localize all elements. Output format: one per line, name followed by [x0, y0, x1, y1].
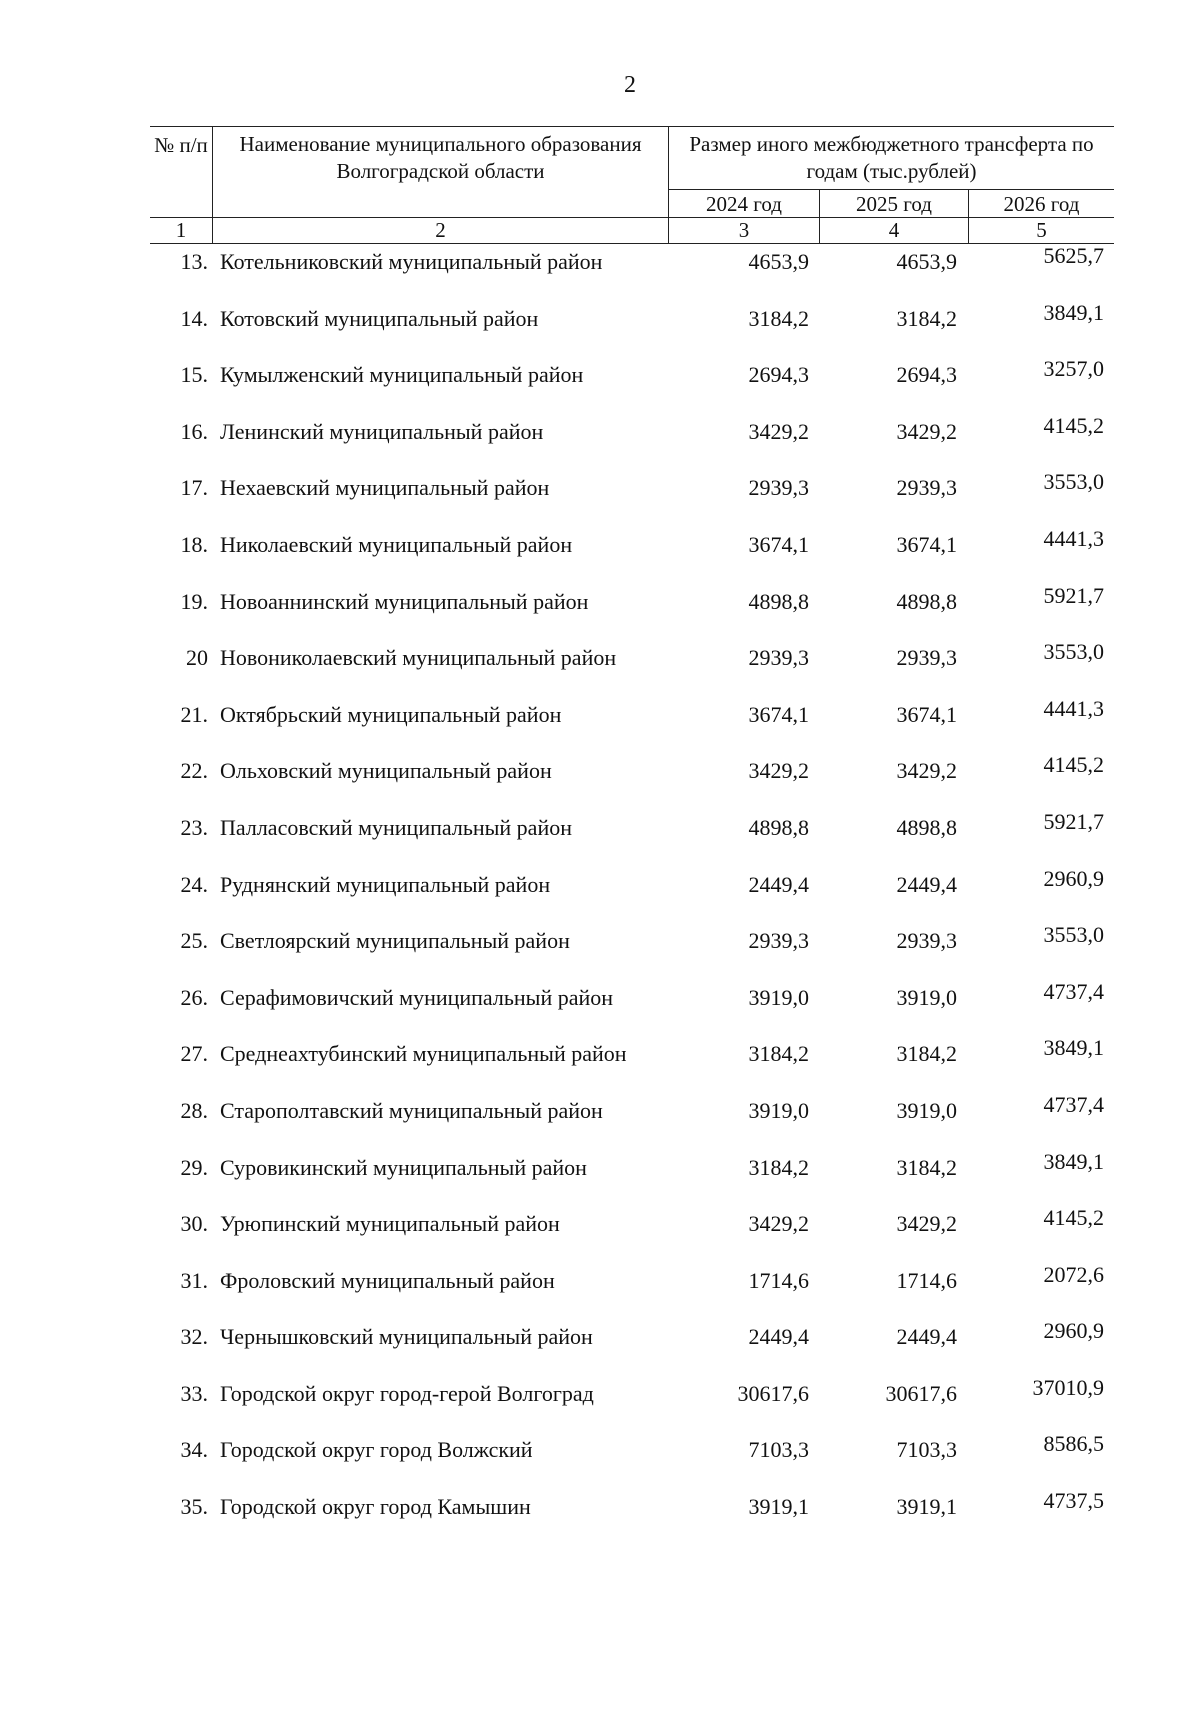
- row-value-2026: 4737,4: [1043, 978, 1104, 1004]
- column-number-5: 5: [1036, 218, 1047, 242]
- row-value-2025: 3919,0: [896, 984, 957, 1010]
- row-value-2024: 2694,3: [748, 362, 809, 388]
- row-value-2025: 30617,6: [885, 1380, 957, 1406]
- table-row: [150, 752, 1114, 815]
- table-row: [150, 582, 1114, 646]
- table-row: [150, 922, 1114, 985]
- row-number: 32.: [180, 1324, 208, 1350]
- row-value-2026: 5921,7: [1043, 808, 1104, 834]
- table-row: [150, 469, 1114, 532]
- row-value-2026: 37010,9: [1032, 1374, 1104, 1400]
- row-value-2025: 3674,1: [896, 531, 957, 557]
- row-value-2026: 4441,3: [1043, 695, 1104, 721]
- row-value-2026: 3849,1: [1043, 1035, 1104, 1061]
- row-number: 30.: [180, 1211, 208, 1237]
- row-value-2025: 3429,2: [896, 1211, 957, 1237]
- row-value-2024: 2939,3: [748, 928, 809, 954]
- table-row: [150, 356, 1114, 419]
- table-row: [150, 1205, 1114, 1268]
- row-number: 13.: [180, 249, 208, 274]
- row-municipality-name: Октябрьский муниципальный район: [220, 701, 562, 727]
- table-row: [150, 1318, 1114, 1381]
- row-value-2025: 7103,3: [896, 1437, 957, 1463]
- row-number: 16.: [180, 418, 208, 444]
- row-value-2025: 3674,1: [896, 701, 957, 727]
- column-number-1: 1: [150, 218, 213, 243]
- header-year-2025: 2025 год: [820, 190, 969, 218]
- row-value-2026: 4145,2: [1043, 752, 1104, 778]
- row-municipality-name: Городской округ город Волжский: [220, 1437, 533, 1463]
- row-number: 24.: [180, 871, 208, 897]
- table-row: [150, 299, 1114, 363]
- row-value-2024: 4898,8: [748, 588, 809, 614]
- row-value-2026: 4441,3: [1043, 525, 1104, 551]
- page-number: 2: [624, 72, 636, 98]
- row-municipality-name: Палласовский муниципальный район: [220, 814, 572, 840]
- row-number: 31.: [180, 1267, 208, 1293]
- row-municipality-name: Нехаевский муниципальный район: [220, 475, 550, 501]
- row-value-2024: 3919,0: [748, 1097, 809, 1123]
- row-number: 33.: [180, 1380, 208, 1406]
- row-municipality-name: Фроловский муниципальный район: [220, 1267, 555, 1293]
- row-value-2024: 4898,8: [748, 814, 809, 840]
- row-value-2025: 3184,2: [896, 1041, 957, 1067]
- row-value-2026: 4145,2: [1043, 412, 1104, 438]
- header-size-column: Размер иного межбюджетного трансферта по годам (тыс.рублей): [689, 132, 1094, 183]
- column-number-4: 4: [820, 218, 969, 243]
- row-value-2024: 3184,2: [748, 1041, 809, 1067]
- row-value-2026: 2960,9: [1043, 865, 1104, 891]
- row-municipality-name: Серафимовичский муниципальный район: [220, 984, 614, 1010]
- table-row: [150, 639, 1114, 702]
- row-municipality-name: Чернышковский муниципальный район: [220, 1324, 593, 1350]
- row-value-2024: 2449,4: [748, 871, 809, 897]
- row-value-2025: 1714,6: [896, 1267, 957, 1293]
- column-number-3: 3: [669, 218, 820, 243]
- row-value-2026: 2960,9: [1043, 1318, 1104, 1344]
- row-value-2024: 3184,2: [748, 1154, 809, 1180]
- row-value-2024: 3184,2: [748, 305, 809, 331]
- table-row: [150, 1488, 1114, 1551]
- row-municipality-name: Среднеахтубинский муниципальный район: [220, 1041, 627, 1067]
- row-value-2025: 3184,2: [896, 1154, 957, 1180]
- table-row: [150, 865, 1114, 929]
- row-value-2025: 3429,2: [896, 418, 957, 444]
- table-header: [150, 126, 1114, 244]
- header-spacer: [150, 189, 213, 217]
- row-value-2026: 3553,0: [1043, 639, 1104, 665]
- row-municipality-name: Урюпинский муниципальный район: [220, 1211, 560, 1237]
- row-number: 35.: [180, 1494, 208, 1520]
- table-row: [150, 243, 1114, 306]
- row-value-2025: 4653,9: [896, 249, 957, 274]
- row-municipality-name: Кумылженский муниципальный район: [220, 362, 584, 388]
- row-value-2026: 3849,1: [1043, 299, 1104, 325]
- row-value-2026: 8586,5: [1043, 1431, 1104, 1457]
- row-value-2026: 2072,6: [1043, 1261, 1104, 1287]
- row-number: 15.: [180, 362, 208, 388]
- row-value-2026: 3257,0: [1043, 356, 1104, 382]
- row-value-2024: 2449,4: [748, 1324, 809, 1350]
- header-column-numbering: [150, 217, 1114, 243]
- table-row: [150, 1091, 1114, 1155]
- row-value-2024: 2939,3: [748, 475, 809, 501]
- row-municipality-name: Николаевский муниципальный район: [220, 531, 573, 557]
- row-value-2025: 2449,4: [896, 1324, 957, 1350]
- row-number: 25.: [180, 928, 208, 954]
- table-row: [150, 525, 1114, 589]
- row-municipality-name: Светлоярский муниципальный район: [220, 928, 570, 954]
- table-row: [150, 1374, 1114, 1438]
- row-number: 28.: [180, 1097, 208, 1123]
- table-row: [150, 695, 1114, 759]
- row-number: 23.: [180, 814, 208, 840]
- row-value-2025: 3919,0: [896, 1097, 957, 1123]
- row-municipality-name: Новониколаевский муниципальный район: [220, 645, 617, 671]
- row-value-2024: 7103,3: [748, 1437, 809, 1463]
- row-number: 17.: [180, 475, 208, 501]
- row-value-2026: 3553,0: [1043, 469, 1104, 495]
- row-value-2025: 4898,8: [896, 814, 957, 840]
- row-value-2024: 3674,1: [748, 701, 809, 727]
- header-number-column: № п/п: [150, 127, 213, 189]
- row-value-2026: 5625,7: [1043, 243, 1104, 268]
- row-municipality-name: Городской округ город-герой Волгоград: [220, 1380, 594, 1406]
- table-row: [150, 1148, 1114, 1212]
- row-value-2026: 3553,0: [1043, 922, 1104, 948]
- row-value-2025: 2449,4: [896, 871, 957, 897]
- row-value-2026: 4145,2: [1043, 1205, 1104, 1231]
- row-value-2024: 3429,2: [748, 1211, 809, 1237]
- column-number-2: 2: [213, 218, 669, 243]
- row-value-2025: 2694,3: [896, 362, 957, 388]
- row-value-2026: 4737,4: [1043, 1091, 1104, 1117]
- row-value-2024: 3919,0: [748, 984, 809, 1010]
- row-municipality-name: Ленинский муниципальный район: [220, 418, 544, 444]
- row-value-2025: 4898,8: [896, 588, 957, 614]
- header-year-2026: 2026 год: [1003, 192, 1080, 216]
- row-value-2025: 3429,2: [896, 758, 957, 784]
- row-value-2026: 5921,7: [1043, 582, 1104, 608]
- row-value-2025: 2939,3: [896, 645, 957, 671]
- row-municipality-name: Суровикинский муниципальный район: [220, 1154, 587, 1180]
- header-years-group: [669, 189, 1114, 217]
- row-value-2024: 3429,2: [748, 418, 809, 444]
- table-row: [150, 808, 1114, 872]
- table-body: [150, 243, 1114, 1551]
- row-value-2024: 30617,6: [737, 1380, 809, 1406]
- table-row: [150, 1431, 1114, 1494]
- row-value-2024: 3429,2: [748, 758, 809, 784]
- row-number: 26.: [180, 984, 208, 1010]
- row-municipality-name: Ольховский муниципальный район: [220, 758, 552, 784]
- row-municipality-name: Котовский муниципальный район: [220, 305, 539, 331]
- row-municipality-name: Руднянский муниципальный район: [220, 871, 551, 897]
- row-value-2024: 3674,1: [748, 531, 809, 557]
- row-value-2026: 4737,5: [1043, 1488, 1104, 1514]
- row-value-2024: 1714,6: [748, 1267, 809, 1293]
- header-name-column: Наименование муниципального образования Волгоградской области: [213, 127, 669, 189]
- row-municipality-name: Котельниковский муниципальный район: [220, 249, 603, 274]
- header-spacer: [213, 189, 669, 217]
- row-number: 21.: [180, 701, 208, 727]
- row-value-2024: 4653,9: [748, 249, 809, 274]
- row-number: 27.: [180, 1041, 208, 1067]
- row-number: 20: [186, 645, 208, 671]
- header-year-2024: 2024 год: [669, 190, 820, 218]
- table-row: [150, 978, 1114, 1042]
- row-number: 14.: [180, 305, 208, 331]
- row-value-2025: 2939,3: [896, 928, 957, 954]
- row-municipality-name: Новоаннинский муниципальный район: [220, 588, 589, 614]
- row-value-2025: 3919,1: [896, 1494, 957, 1520]
- row-municipality-name: Городской округ город Камышин: [220, 1494, 531, 1520]
- table-row: [150, 412, 1114, 476]
- row-value-2025: 3184,2: [896, 305, 957, 331]
- row-number: 34.: [180, 1437, 208, 1463]
- row-municipality-name: Старополтавский муниципальный район: [220, 1097, 603, 1123]
- table-row: [150, 1035, 1114, 1098]
- row-value-2025: 2939,3: [896, 475, 957, 501]
- row-number: 22.: [180, 758, 208, 784]
- table-row: [150, 1261, 1114, 1325]
- row-value-2024: 2939,3: [748, 645, 809, 671]
- row-value-2026: 3849,1: [1043, 1148, 1104, 1174]
- row-value-2024: 3919,1: [748, 1494, 809, 1520]
- row-number: 18.: [180, 531, 208, 557]
- row-number: 19.: [180, 588, 208, 614]
- row-number: 29.: [180, 1154, 208, 1180]
